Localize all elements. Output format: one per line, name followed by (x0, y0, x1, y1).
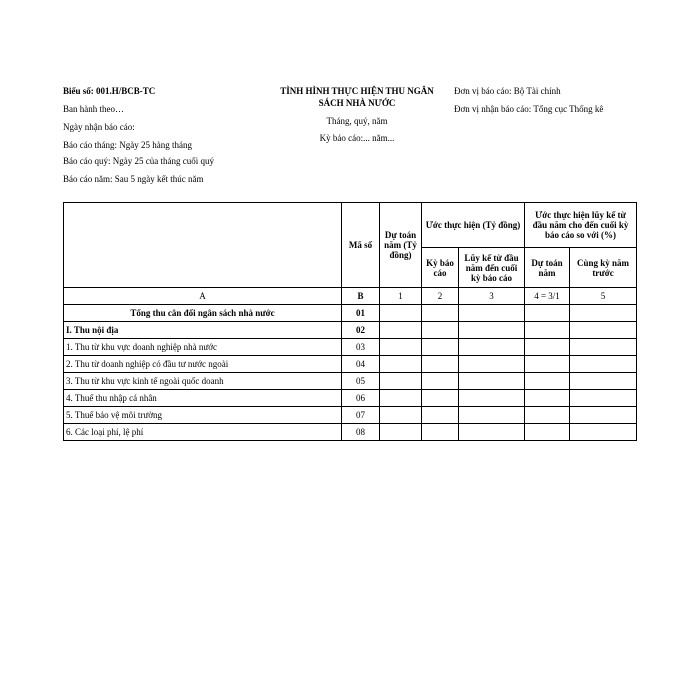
value-cell (570, 424, 637, 441)
value-cell (380, 322, 422, 339)
value-cell (570, 305, 637, 322)
row-code: 05 (342, 373, 380, 390)
value-cell (570, 407, 637, 424)
report-period: Kỳ báo cáo:... năm... (319, 133, 395, 143)
row-label: 1. Thu từ khu vực doanh nghiệp nhà nước (64, 339, 342, 356)
row-code: 07 (342, 407, 380, 424)
index-cell: 5 (570, 288, 637, 305)
table-row (64, 322, 637, 339)
value-cell (422, 356, 459, 373)
table-row (64, 424, 637, 441)
table-row (64, 339, 637, 356)
row-label: 2. Thu từ doanh nghiệp có đầu tư nước ngoài (64, 356, 342, 373)
table-row (64, 305, 637, 322)
index-cell: B (342, 288, 380, 305)
value-cell (380, 390, 422, 407)
row-code: 04 (342, 356, 380, 373)
value-cell (380, 407, 422, 424)
header-estimated-performance: Ước thực hiện (Tỷ đồng) (422, 203, 525, 248)
row-label: 4. Thuế thu nhập cá nhân (64, 390, 342, 407)
value-cell (459, 305, 525, 322)
report-period-type: Tháng, quý, năm (326, 116, 388, 126)
value-cell (422, 305, 459, 322)
value-cell (459, 390, 525, 407)
value-cell (525, 356, 570, 373)
header-cumulative-comparison: Ước thực hiện lũy kế từ đầu năm cho đến cuối kỳ báo cáo so với (%) (525, 203, 637, 248)
row-code: 08 (342, 424, 380, 441)
row-label: Tổng thu cân đối ngân sách nhà nước (64, 305, 342, 322)
value-cell (459, 424, 525, 441)
header-annual-estimate: Dự toán năm (Tỷ đồng) (380, 203, 422, 288)
index-cell: 1 (380, 288, 422, 305)
value-cell (459, 322, 525, 339)
revenue-table (63, 202, 637, 441)
value-cell (525, 373, 570, 390)
yearly-deadline: Báo cáo năm: Sau 5 ngày kết thúc năm (63, 174, 204, 184)
value-cell (525, 339, 570, 356)
value-cell (570, 356, 637, 373)
row-label: 3. Thu từ khu vực kinh tế ngoài quốc doanh (64, 373, 342, 390)
row-code: 01 (342, 305, 380, 322)
value-cell (459, 373, 525, 390)
report-title-line1: TÌNH HÌNH THỰC HIỆN THU NGÂN (280, 86, 434, 96)
form-code: Biểu số: 001.H/BCB-TC (63, 86, 156, 96)
index-row (64, 288, 637, 305)
header-code: Mã số (342, 203, 380, 288)
value-cell (459, 407, 525, 424)
table-row (64, 356, 637, 373)
row-label: 5. Thuế bảo vệ môi trường (64, 407, 342, 424)
receiving-unit: Đơn vị nhận báo cáo: Tổng cục Thống kê (454, 104, 604, 114)
reporting-unit: Đơn vị báo cáo: Bộ Tài chính (454, 86, 561, 96)
value-cell (459, 356, 525, 373)
row-label: 6. Các loại phí, lệ phí (64, 424, 342, 441)
value-cell (525, 407, 570, 424)
value-cell (380, 339, 422, 356)
value-cell (380, 424, 422, 441)
value-cell (525, 390, 570, 407)
row-code: 02 (342, 322, 380, 339)
value-cell (570, 373, 637, 390)
value-cell (422, 390, 459, 407)
value-cell (570, 390, 637, 407)
value-cell (422, 322, 459, 339)
value-cell (422, 424, 459, 441)
index-cell: 4 = 3/1 (525, 288, 570, 305)
received-date: Ngày nhận báo cáo: (63, 122, 135, 132)
value-cell (422, 407, 459, 424)
header-reporting-period: Kỳ báo cáo (422, 248, 459, 288)
table-row (64, 373, 637, 390)
value-cell (422, 339, 459, 356)
value-cell (380, 305, 422, 322)
row-code: 06 (342, 390, 380, 407)
index-cell: 3 (459, 288, 525, 305)
header-cumulative-to-period: Lũy kế từ đầu năm đến cuối kỳ báo cáo (459, 248, 525, 288)
report-title-line2: SÁCH NHÀ NƯỚC (318, 98, 396, 108)
value-cell (570, 322, 637, 339)
value-cell (459, 339, 525, 356)
header-vs-estimate: Dự toán năm (525, 248, 570, 288)
value-cell (380, 373, 422, 390)
index-cell: 2 (422, 288, 459, 305)
header-vs-previous-year: Cùng kỳ năm trước (570, 248, 637, 288)
value-cell (525, 322, 570, 339)
table-row (64, 407, 637, 424)
row-code: 03 (342, 339, 380, 356)
value-cell (422, 373, 459, 390)
value-cell (525, 424, 570, 441)
index-cell: A (64, 288, 342, 305)
quarterly-deadline: Báo cáo quý: Ngày 25 của tháng cuối quý (63, 156, 214, 166)
monthly-deadline: Báo cáo tháng: Ngày 25 hàng tháng (63, 140, 192, 150)
row-label: I. Thu nội địa (64, 322, 342, 339)
table-row (64, 390, 637, 407)
header-description (64, 203, 342, 288)
value-cell (570, 339, 637, 356)
value-cell (380, 356, 422, 373)
value-cell (525, 305, 570, 322)
issued-by: Ban hành theo… (63, 104, 124, 114)
